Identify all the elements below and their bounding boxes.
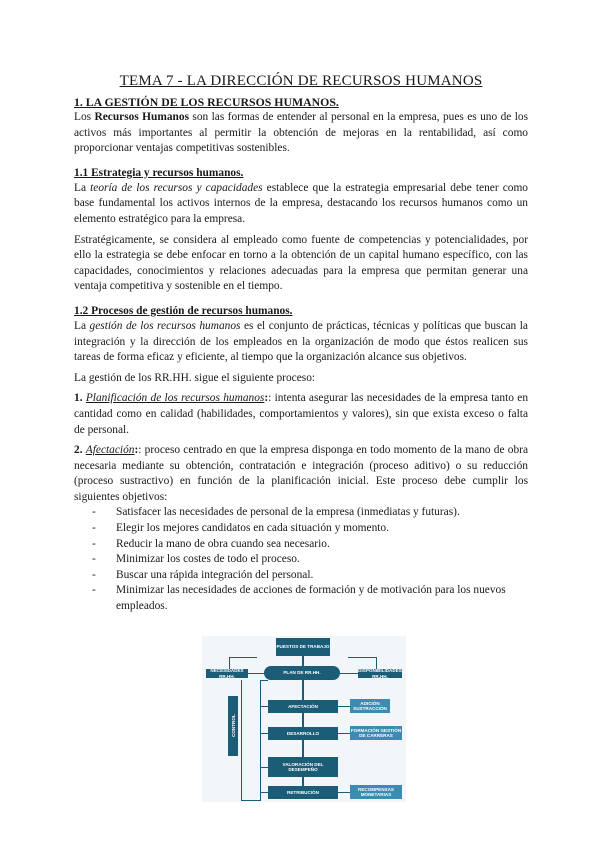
document-page — [74, 72, 528, 615]
process-item-2: 2. Afectación:: proceso centrado en que la empresa disponga en todo momento de la mano de obra necesaria mediante su obtención, contratación e integración (proceso aditivo) o su reducción (proceso sustractivo) en función de la planificación inicial. Este proceso debe cumplir los siguientes objetivos: — [74, 444, 529, 503]
section-1-heading: 1. LA GESTIÓN DE LOS RECURSOS HUMANOS. — [74, 95, 339, 109]
plan-box: PLAN DE RR.HH. — [264, 666, 340, 680]
adicion-box: ADICIÓN SUSTRACCIÓN — [350, 699, 390, 713]
list-item: - Buscar una rápida integración del personal. — [104, 568, 528, 584]
process-item-1: 1. Planificación de los recursos humanos:: intenta asegurar las necesidades de la empresa tanto en cantidad como en calidad (habilidades, comportamientos y valores), sin que exista exceso o falta de personal. — [74, 392, 529, 436]
section-1-2-paragraph-2: La gestión de los RR.HH. sigue el siguiente proceso: — [74, 371, 316, 384]
list-item: - Minimizar las necesidades de acciones de formación y de motivación para los nuevos empleados. — [104, 583, 528, 614]
list-item: - Elegir los mejores candidatos en cada situación y momento. — [104, 521, 528, 537]
control-box — [228, 696, 238, 756]
formacion-box: FORMACIÓN GESTIÓN DE CARRERAS — [350, 727, 402, 738]
section-1-intro: Los Recursos Humanos son las formas de entender al personal en la empresa, pues es uno de los activos más importantes al permitir la obtención de mejoras en la rentabilidad, así como proporcionar ventajas competitivas sostenibles. — [74, 111, 529, 155]
retribucion-box: RETRIBUCIÓN — [268, 786, 338, 799]
list-item: - Minimizar los costes de todo el proceso. — [104, 552, 528, 568]
valoracion-box: VALORACIÓN DEL DESEMPEÑO — [268, 757, 338, 777]
list-item: - Reducir la mano de obra cuando sea necesario. — [104, 537, 528, 553]
afectacion-box: AFECTACIÓN — [268, 700, 338, 713]
page-title: TEMA 7 - LA DIRECCIÓN DE RECURSOS HUMANOS — [119, 73, 483, 89]
puestos-box: PUESTOS DE TRABAJO — [276, 638, 330, 656]
necesidades-box: NECESIDADES RR.HH. — [206, 669, 248, 678]
objectives-list — [74, 505, 528, 614]
control-label: CONTROL — [230, 714, 236, 738]
section-1-2-paragraph-1: La gestión de los recursos humanos es el conjunto de prácticas, técnicas y políticas que buscan la integración y la dirección de los empleados en la organización de modo que éstos realicen sus tareas de forma eficaz y eficiente, al tiempo que la organización alcance sus objetivos. — [74, 319, 528, 364]
recompensas-box: RECOMPENSAS MONETARIAS — [350, 785, 402, 799]
section-1-1-heading: 1.1 Estrategia y recursos humanos. — [74, 166, 244, 179]
desarrollo-box: DESARROLLO — [268, 727, 338, 740]
disponibilidades-box: DISPONIBILIDADES RR.HH. — [358, 668, 402, 679]
list-item: - Satisfacer las necesidades de personal de la empresa (inmediatas y futuras). — [104, 505, 528, 521]
section-1-1-paragraph-2: Estratégicamente, se considera al empleado como fuente de competencias y potencialidades, por ello la estrategia se debe enfocar en torno a la obtención de un capital humano específico, con las capacidades, conocimientos y relaciones adecuadas para la empresa que permitan generar una ventaja competitiva y sostenible en el tiempo. — [74, 233, 528, 293]
hr-process-diagram — [202, 636, 406, 802]
section-1-2-heading: 1.2 Procesos de gestión de recursos humanos. — [74, 304, 293, 317]
section-1-1-paragraph-1: La teoría de los recursos y capacidades establece que la estrategia empresarial debe tener como base fundamental los activos internos de la empresa, destacando los recursos humanos como un elemento estratégico para la empresa. — [74, 181, 528, 225]
